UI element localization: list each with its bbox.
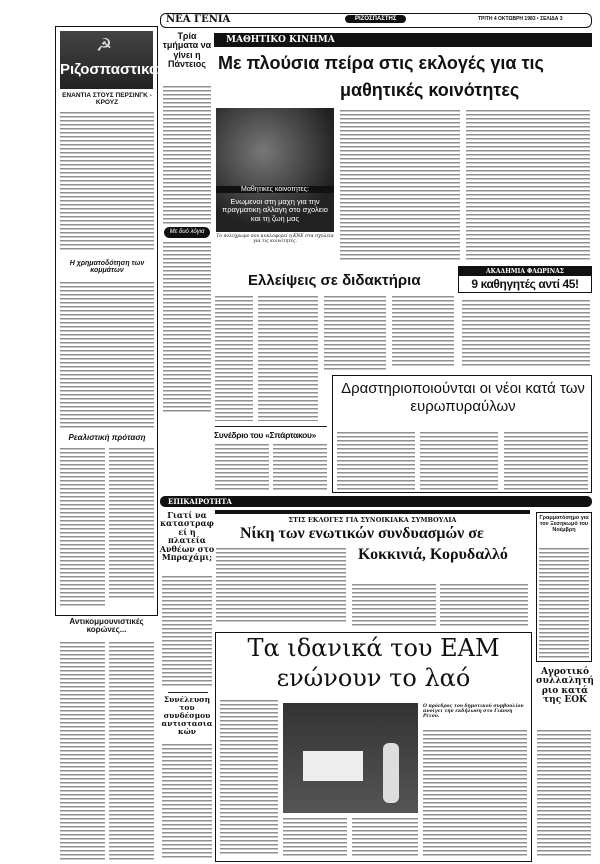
- article-title: Τρία τμήματα να γίνει η Πάντειος: [162, 31, 212, 70]
- article-body-text: [258, 296, 318, 421]
- article-body-text: [216, 548, 346, 624]
- article-body-text: [283, 818, 347, 856]
- florina-kicker: ΑΚΑΔΗΜΙΑ ΦΛΩΡΙΝΑΣ: [459, 267, 591, 276]
- eam-headline: Τα ιδανικά του ΕΑΜ: [247, 634, 500, 662]
- elections-kicker: ΣΤΙΣ ΕΚΛΟΓΕΣ ΓΙΑ ΣΥΝΟΙΚΙΑΚΑ ΣΥΜΒΟΥΛΙΑ: [288, 516, 457, 524]
- article-body-text: [215, 444, 269, 490]
- in-brief-pill: Με δυό λόγια: [164, 227, 210, 238]
- article-body-text: [60, 112, 154, 252]
- article-body-text: [504, 432, 588, 490]
- article-body-text: [109, 448, 154, 598]
- hammer-sickle-icon: ☭: [96, 35, 113, 56]
- current-affairs-label: ΕΠΙΚΑΙΡΟΤΗΤΑ: [168, 497, 232, 506]
- article-body-text: [420, 432, 498, 490]
- main-headline: μαθητικές κοινότητες: [340, 80, 520, 100]
- resistance-headline: Συνέλευση του συνδέσμου αντιστασιακών: [161, 695, 213, 736]
- eam-headline: ενώνουν το λαό: [276, 664, 471, 692]
- article-body-text: [162, 576, 212, 688]
- elections-top-rule: [215, 510, 530, 514]
- elections-headline: Κοκκινιά, Κορυδαλλό: [358, 546, 508, 563]
- poster-text: Ενωμενοι στη μαχη για την πραγματικη αλλαγη στο σχολειο και τη ζωη μας: [222, 197, 328, 223]
- students-photo: [216, 108, 334, 232]
- divider: [215, 426, 327, 427]
- main-headline: Με πλούσια πείρα στις εκλογές για τις: [218, 53, 544, 73]
- article-body-text: [392, 296, 454, 368]
- article-body-text: [220, 700, 278, 856]
- article-body-text: [324, 296, 386, 370]
- farmers-headline: Αγροτικό συλλαλητήριο κατά της ΕΟΚ: [536, 667, 594, 706]
- article-title: ΕΝΑΝΤΙΑ ΣΤΟΥΣ ΠΕΡΣΙΝΓΚ - ΚΡΟΥΖ: [62, 92, 152, 106]
- section-kicker: [214, 33, 592, 47]
- current-affairs-bar: [160, 496, 592, 507]
- elections-headline: Νίκη των ενωτικών συνδυασμών σε: [240, 525, 484, 542]
- section-name: ΝΕΑ ΓΕΝΙΑ: [166, 14, 231, 25]
- rizospastika-logo: [60, 31, 159, 89]
- article-body-text: [423, 730, 527, 856]
- brahami-headline: Γιατί να καταστραφεί η πλατεία Ανθέων στο Μπραχάμι;: [159, 510, 215, 562]
- article-body-text: [352, 818, 418, 856]
- article-body-text: [215, 296, 253, 421]
- article-body-text: [462, 300, 590, 368]
- eam-photo-caption: Ο πρόεδρος του δημοτικού συμβουλίου ανοίγει την εκδήλωση στο Γιάννη Ρίτσο.: [423, 704, 524, 719]
- date-page: ΤΡΙΤΗ 4 ΟΚΤΩΒΡΗ 1983 • ΣΕΛΙΔΑ 3: [478, 16, 563, 22]
- article-body-text: [440, 584, 528, 626]
- euromissiles-headline: Δραστηριοποιούνται οι νέοι κατά των ευρωπυραύλων: [341, 380, 585, 415]
- article-body-text: [60, 642, 105, 860]
- article-body-text: [60, 282, 154, 428]
- schools-headline: Ελλείψεις σε διδακτήρια: [248, 272, 421, 289]
- poster-text: Μαθητικες κοινοτητες:: [216, 186, 334, 193]
- eam-event-photo: [283, 703, 418, 813]
- kicker-text: ΜΑΘΗΤΙΚΟ ΚΙΝΗΜΑ: [226, 35, 335, 45]
- article-body-text: [109, 642, 154, 860]
- article-body-text: [466, 110, 590, 260]
- spartakos-headline: Συνέδριο του «Σπάρτακου»: [214, 430, 317, 440]
- article-body-text: [163, 242, 211, 414]
- article-title: Αντικομμουνιστικές κορώνες...: [69, 617, 144, 635]
- table: [303, 751, 363, 781]
- photo-caption: Το πολύχρωμο που κυκλοφορεί η ΚΝΕ στα σχολεία για τις κοινότητες.: [216, 234, 334, 244]
- article-body-text: [163, 86, 211, 224]
- article-body-text: [60, 448, 105, 608]
- logo-text: Ριζοσπαστικα: [60, 61, 159, 78]
- florina-headline: 9 καθηγητές αντί 45!: [471, 277, 579, 291]
- article-title: Ρεαλιστική πρόταση: [68, 433, 146, 442]
- article-body-text: [352, 584, 436, 626]
- article-body-text: [537, 730, 591, 856]
- article-body-text: [340, 110, 460, 260]
- article-title: Η χρηματοδότηση των κομμάτων: [69, 260, 145, 275]
- speaker-figure: [383, 743, 399, 803]
- divider: [168, 692, 208, 693]
- newspaper-name: ΡΙΖΟΣΠΑΣΤΗΣ: [345, 15, 406, 23]
- article-body-text: [337, 432, 415, 490]
- stamp-headline: Γραμματόσημο για τον Ξεσηκωμό του Νοέμβρη: [539, 515, 589, 533]
- article-body-text: [539, 548, 589, 658]
- article-body-text: [273, 444, 327, 490]
- article-body-text: [162, 744, 212, 858]
